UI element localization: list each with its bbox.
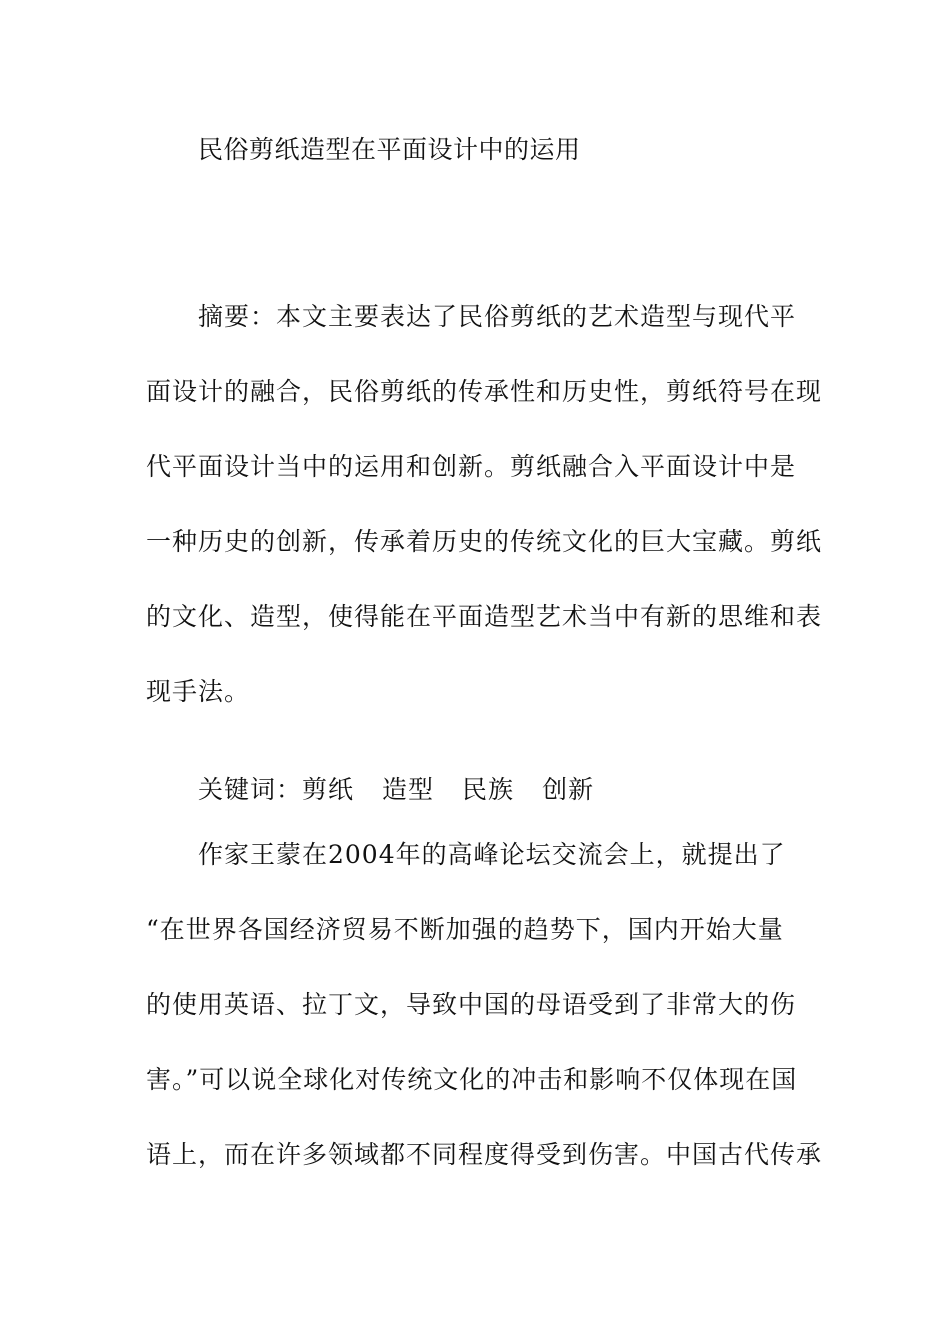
keyword-item: 剪纸	[302, 775, 355, 804]
keyword-item: 造型	[382, 775, 435, 804]
abstract-line: 现手法。	[146, 677, 251, 706]
keyword-item: 民族	[462, 775, 515, 804]
abstract-line: 代平面设计当中的运用和创新。剪纸融合入平面设计中是	[146, 452, 797, 481]
keywords-label: 关键词：	[198, 775, 303, 804]
abstract-text: 本文主要表达了民俗剪纸的艺术造型与现代平	[276, 302, 797, 331]
keyword-item: 创新	[542, 775, 595, 804]
body-paragraph-line: 语上，而在许多领域都不同程度得受到伤害。中国古代传承	[146, 1140, 823, 1169]
body-paragraph-line: 的使用英语、拉丁文，导致中国的母语受到了非常大的伤	[146, 990, 797, 1019]
abstract-line: 一种历史的创新，传承着历史的传统文化的巨大宝藏。剪纸	[146, 527, 823, 556]
abstract-label: 摘要：	[198, 302, 277, 331]
document-title: 民俗剪纸造型在平面设计中的运用	[198, 135, 581, 164]
abstract-line	[198, 297, 796, 333]
body-paragraph-line: 作家王蒙在2004年的高峰论坛交流会上，就提出了	[198, 840, 786, 869]
body-paragraph-line: 害。”可以说全球化对传统文化的冲击和影响不仅体现在国	[146, 1065, 798, 1094]
keywords-line	[198, 770, 594, 806]
abstract-line: 面设计的融合，民俗剪纸的传承性和历史性，剪纸符号在现	[146, 377, 823, 406]
body-paragraph-line: “在世界各国经济贸易不断加强的趋势下，国内开始大量	[146, 915, 784, 944]
abstract-line: 的文化、造型，使得能在平面造型艺术当中有新的思维和表	[146, 602, 823, 631]
